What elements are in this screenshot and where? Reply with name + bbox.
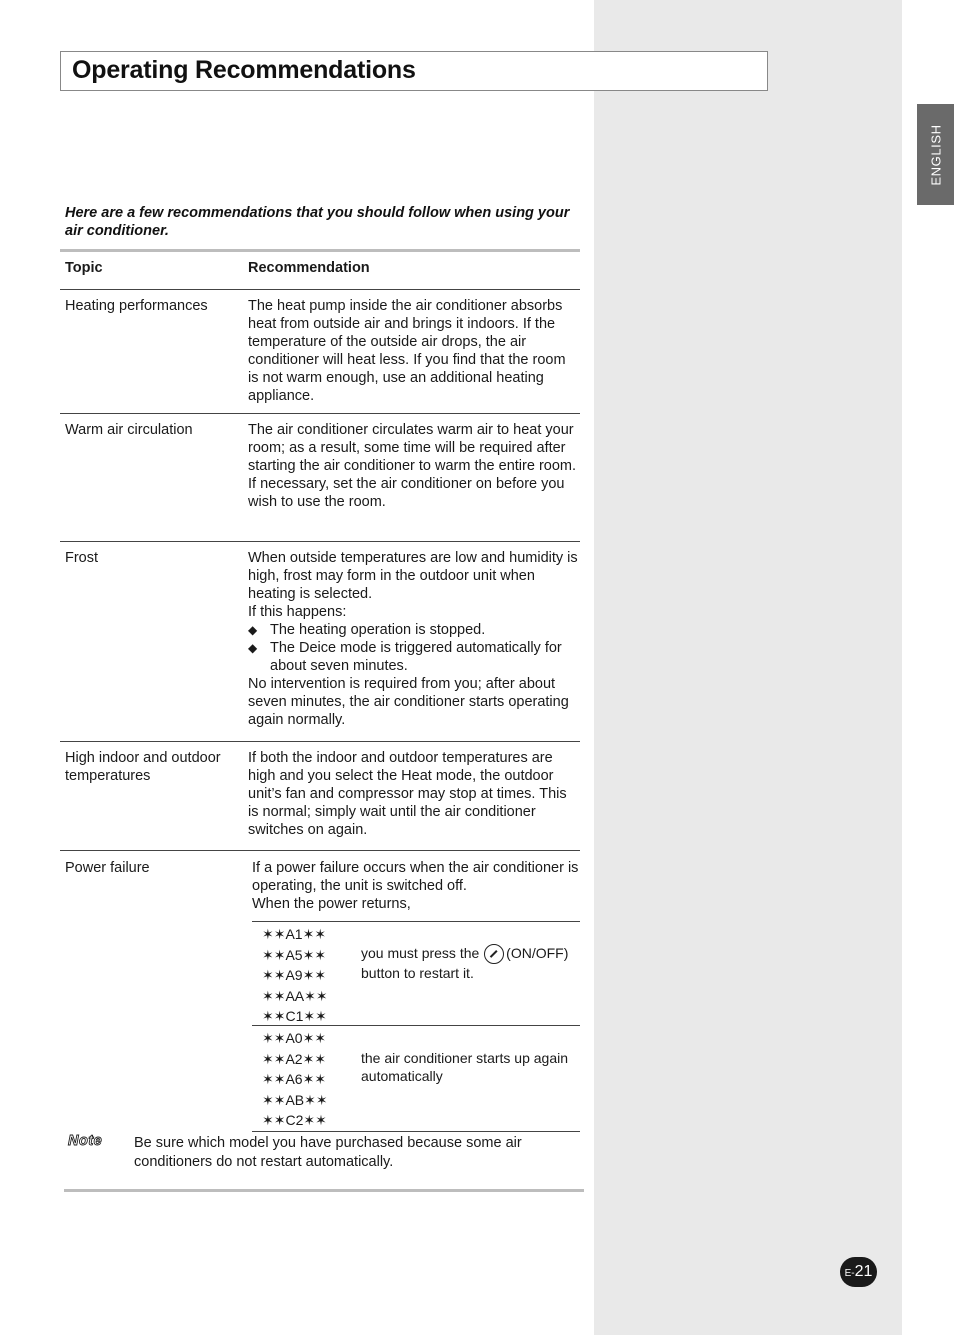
page-number-prefix: E-	[844, 1268, 855, 1279]
error-code: ✶✶C2✶✶	[262, 1112, 327, 1128]
table-row	[60, 414, 580, 542]
header-recommendation: Recommendation	[248, 260, 370, 276]
header-topic: Topic	[65, 260, 103, 276]
language-tab	[917, 104, 954, 205]
error-code: ✶✶A9✶✶	[262, 967, 327, 983]
error-code: ✶✶A2✶✶	[262, 1050, 327, 1067]
msg-button-label: (ON/OFF)	[506, 945, 569, 961]
row-recommendation: If both the indoor and outdoor temperatures are high and you select the Heat mode, the outdoor unit’s fan and compressor may stop at times. This is normal; simply wait until the air conditioner switches on again.	[248, 750, 567, 838]
error-code: ✶✶AA✶✶	[262, 987, 328, 1004]
page-title: Operating Recommendations	[72, 56, 416, 84]
frost-text-before: When outside temperatures are low and humidity is high, frost may form in the outdoor unit when heating is selected.	[248, 550, 578, 602]
error-code: ✶✶A0✶✶	[262, 1030, 327, 1046]
title-box	[60, 51, 768, 91]
table-row	[60, 742, 580, 851]
list-item	[248, 639, 578, 675]
power-failure-intro	[252, 859, 580, 913]
intro-text: Here are a few recommendations that you should follow when using your air conditioner.	[65, 205, 570, 239]
bottom-rule	[64, 1189, 584, 1192]
error-code-group-auto	[252, 1025, 580, 1132]
power-failure-intro-text: If a power failure occurs when the air conditioner is operating, the unit is switched off.	[252, 860, 579, 894]
row-topic: High indoor and outdoor temperatures	[65, 750, 221, 784]
error-code-group-manual	[252, 921, 580, 1026]
row-topic: Heating performances	[65, 298, 208, 314]
diamond-bullet-icon: ◆	[248, 623, 258, 637]
on-off-button-icon	[484, 944, 504, 964]
row-recommendation: The heat pump inside the air conditioner absorbs heat from outside air and brings it indoors. If the temperature of the outside air drops, the air conditioner will heat less. If you find that the room is not warm enough, use an additional heating appliance.	[248, 298, 566, 404]
row-recommendation: The air conditioner circulates warm air to heat your room; as a result, some time will be required after starting the air conditioner to warm the entire room. If necessary, set the air conditioner on before you wish to use the room.	[248, 422, 577, 510]
page-number-badge	[840, 1257, 877, 1287]
error-code-list	[262, 924, 328, 1027]
recommendations-table	[60, 249, 580, 1134]
msg-post: button to restart it.	[361, 965, 474, 982]
error-code: ✶✶A6✶✶	[262, 1071, 327, 1087]
note-text: Be sure which model you have purchased because some air conditioners do not restart automatically.	[134, 1135, 522, 1170]
language-tab-label: ENGLISH	[928, 123, 943, 186]
frost-if-this-happens: If this happens:	[248, 604, 347, 620]
power-failure-row	[60, 851, 580, 1134]
right-gray-band	[594, 0, 902, 1335]
table-row	[60, 542, 580, 742]
error-code: ✶✶A1✶✶	[262, 926, 327, 942]
manual-restart-message	[361, 944, 581, 982]
msg-pre: you must press the	[361, 945, 480, 961]
row-topic: Power failure	[65, 860, 150, 876]
page-number: 21	[854, 1263, 873, 1280]
table-row	[60, 290, 580, 414]
auto-restart-message: the air conditioner starts up again automatically	[361, 1050, 569, 1084]
error-code: ✶✶AB✶✶	[262, 1091, 328, 1108]
row-recommendation	[248, 542, 580, 741]
bullet-text: The heating operation is stopped.	[270, 622, 486, 638]
power-returns-text: When the power returns,	[252, 896, 411, 912]
row-topic: Warm air circulation	[65, 422, 193, 438]
error-code: ✶✶A5✶✶	[262, 946, 327, 963]
error-code-list	[262, 1028, 328, 1131]
frost-text-after: No intervention is required from you; after about seven minutes, the air conditioner starts operating again normally.	[248, 676, 569, 728]
table-header-row	[60, 252, 580, 290]
list-item	[248, 621, 578, 639]
diamond-bullet-icon: ◆	[248, 641, 258, 655]
bullet-text: The Deice mode is triggered automatically for about seven minutes.	[270, 640, 562, 674]
error-code: ✶✶C1✶✶	[262, 1008, 327, 1024]
row-topic: Frost	[65, 550, 99, 566]
note-label: Note	[68, 1133, 103, 1149]
